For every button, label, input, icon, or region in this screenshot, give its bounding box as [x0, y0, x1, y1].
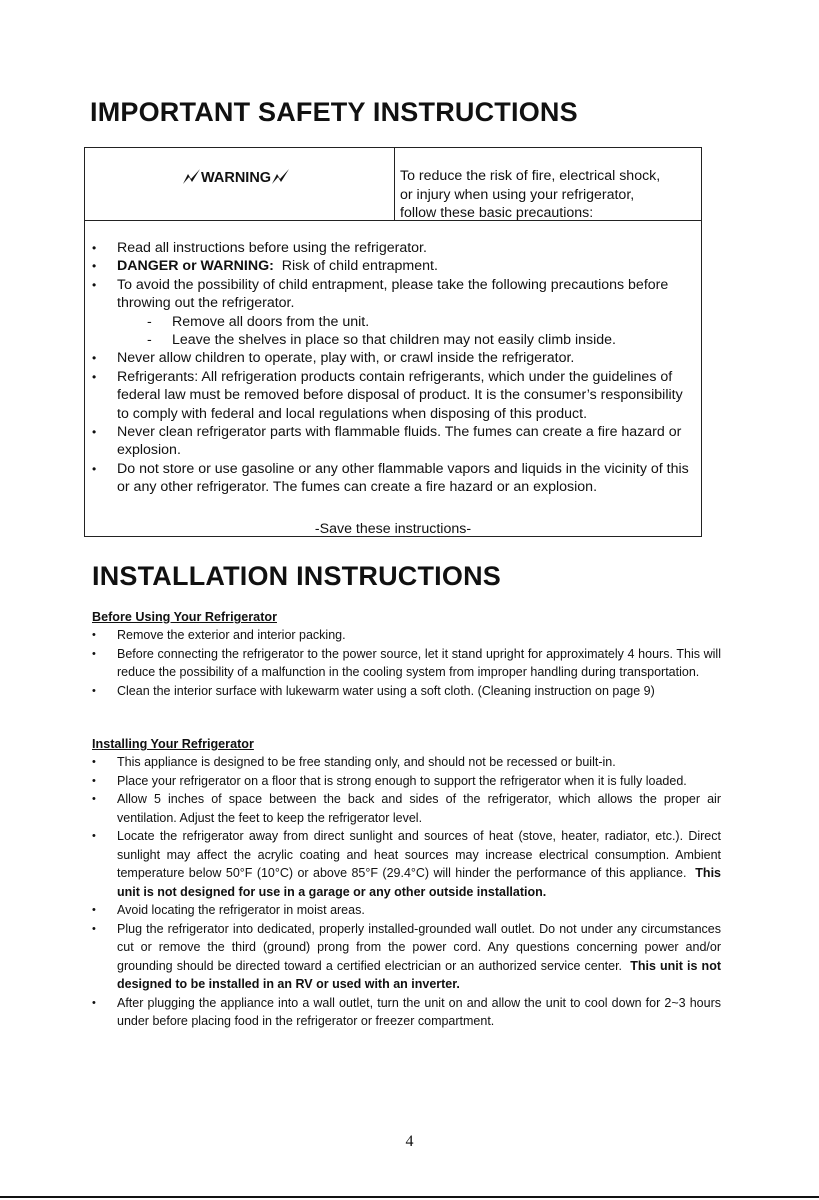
- bottom-rule: [0, 1196, 819, 1198]
- save-instructions-note: -Save these instructions-: [314, 521, 472, 537]
- before-using-heading: Before Using Your Refrigerator: [92, 610, 277, 624]
- list-item: • Avoid locating the refrigerator in moist areas.: [92, 901, 721, 920]
- list-item: • To avoid the possibility of child entrapment, please take the following precautions before throwing out the refrigerator.: [85, 276, 695, 313]
- warning-label-cell: [85, 148, 395, 220]
- warning-label: WARNING: [201, 170, 272, 186]
- sub-list-item: - Leave the shelves in place so that children may not easily climb inside.: [85, 331, 695, 349]
- warning-bolt-icon: [182, 168, 201, 185]
- item-text: Plug the refrigerator into dedicated, properly installed-grounded wall outlet. Do not under any circumstances cut or remove the third (ground) prong from the power cord. Any questions concerning power and/or grounding should be directed toward a certified electrician or an authorized service center.: [117, 921, 721, 973]
- list-item: • Place your refrigerator on a floor that is strong enough to support the refrigerator when it is fully loaded.: [92, 772, 721, 791]
- item-emphasis: This unit is not designed to be installed in an RV or used with an inverter.: [117, 958, 721, 991]
- warning-intro-line: or injury when using your refrigerator,: [400, 186, 635, 203]
- list-item: • This appliance is designed to be free standing only, and should not be recessed or built-in.: [92, 753, 721, 772]
- installing-heading: Installing Your Refrigerator: [92, 737, 254, 751]
- list-item: • After plugging the appliance into a wall outlet, turn the unit on and allow the unit to cool down for 2~3 hours under before placing food in the refrigerator or freezer compartment.: [92, 994, 721, 1031]
- list-item: [92, 920, 721, 994]
- list-item: • Clean the interior surface with lukewarm water using a soft cloth. (Cleaning instruction on page 9): [92, 682, 721, 701]
- warning-heading: [182, 168, 290, 186]
- list-item: • Do not store or use gasoline or any other flammable vapors and liquids in the vicinity of this or any other refrigerator. The fumes can create a fire hazard or an explosion.: [85, 460, 695, 497]
- warning-intro-line: To reduce the risk of fire, electrical shock,: [400, 168, 661, 184]
- list-item: • Never clean refrigerator parts with flammable fluids. The fumes can create a fire hazard or explosion.: [85, 423, 695, 460]
- list-item: • Read all instructions before using the refrigerator.: [85, 239, 695, 257]
- warning-intro-line: follow these basic precautions:: [400, 205, 594, 221]
- danger-text: Risk of child entrapment.: [281, 258, 438, 275]
- before-using-list: [92, 626, 721, 700]
- list-item: [85, 257, 695, 275]
- item-text: Locate the refrigerator away from direct sunlight and sources of heat (stove, heater, radiator, etc.). Direct sunlight may affect the acrylic coating and heat sources may increase electrical consumption. Ambient temperature below 50°F (10°C) or above 85°F (29.4°C) will hinder the performance of this appliance.: [117, 829, 721, 880]
- page-number: 4: [405, 1133, 414, 1150]
- list-item: • Before connecting the refrigerator to the power source, let it stand upright for approximately 4 hours. This will reduce the possibility of a malfunction in the cooling system from improper handling during transportation.: [92, 645, 721, 682]
- list-item: [92, 827, 721, 901]
- list-item: • Never allow children to operate, play with, or crawl inside the refrigerator.: [85, 349, 695, 367]
- sub-list-item: - Remove all doors from the unit.: [85, 313, 695, 331]
- warning-intro: [400, 167, 700, 223]
- safety-warning-box: [84, 147, 702, 537]
- warning-bolt-icon: [271, 168, 290, 185]
- installing-list: [92, 753, 721, 1031]
- list-item: • Allow 5 inches of space between the back and sides of the refrigerator, which allows the proper air ventilation. Adjust the feet to keep the refrigerator level.: [92, 790, 721, 827]
- list-item: • Remove the exterior and interior packing.: [92, 626, 721, 645]
- list-item: • Refrigerants: All refrigeration products contain refrigerants, which under the guidelines of federal law must be removed before disposal of product. It is the consumer’s responsibility to comply with federal and local regulations when disposing of this product.: [85, 368, 695, 423]
- danger-label: DANGER or WARNING:: [117, 258, 274, 275]
- warning-header-row: [85, 148, 701, 221]
- safety-title: IMPORTANT SAFETY INSTRUCTIONS: [90, 97, 578, 127]
- installation-title: INSTALLATION INSTRUCTIONS: [92, 561, 501, 591]
- safety-precautions-list: [85, 239, 695, 497]
- item-emphasis: This unit is not designed for use in a garage or any other outside installation.: [117, 866, 721, 899]
